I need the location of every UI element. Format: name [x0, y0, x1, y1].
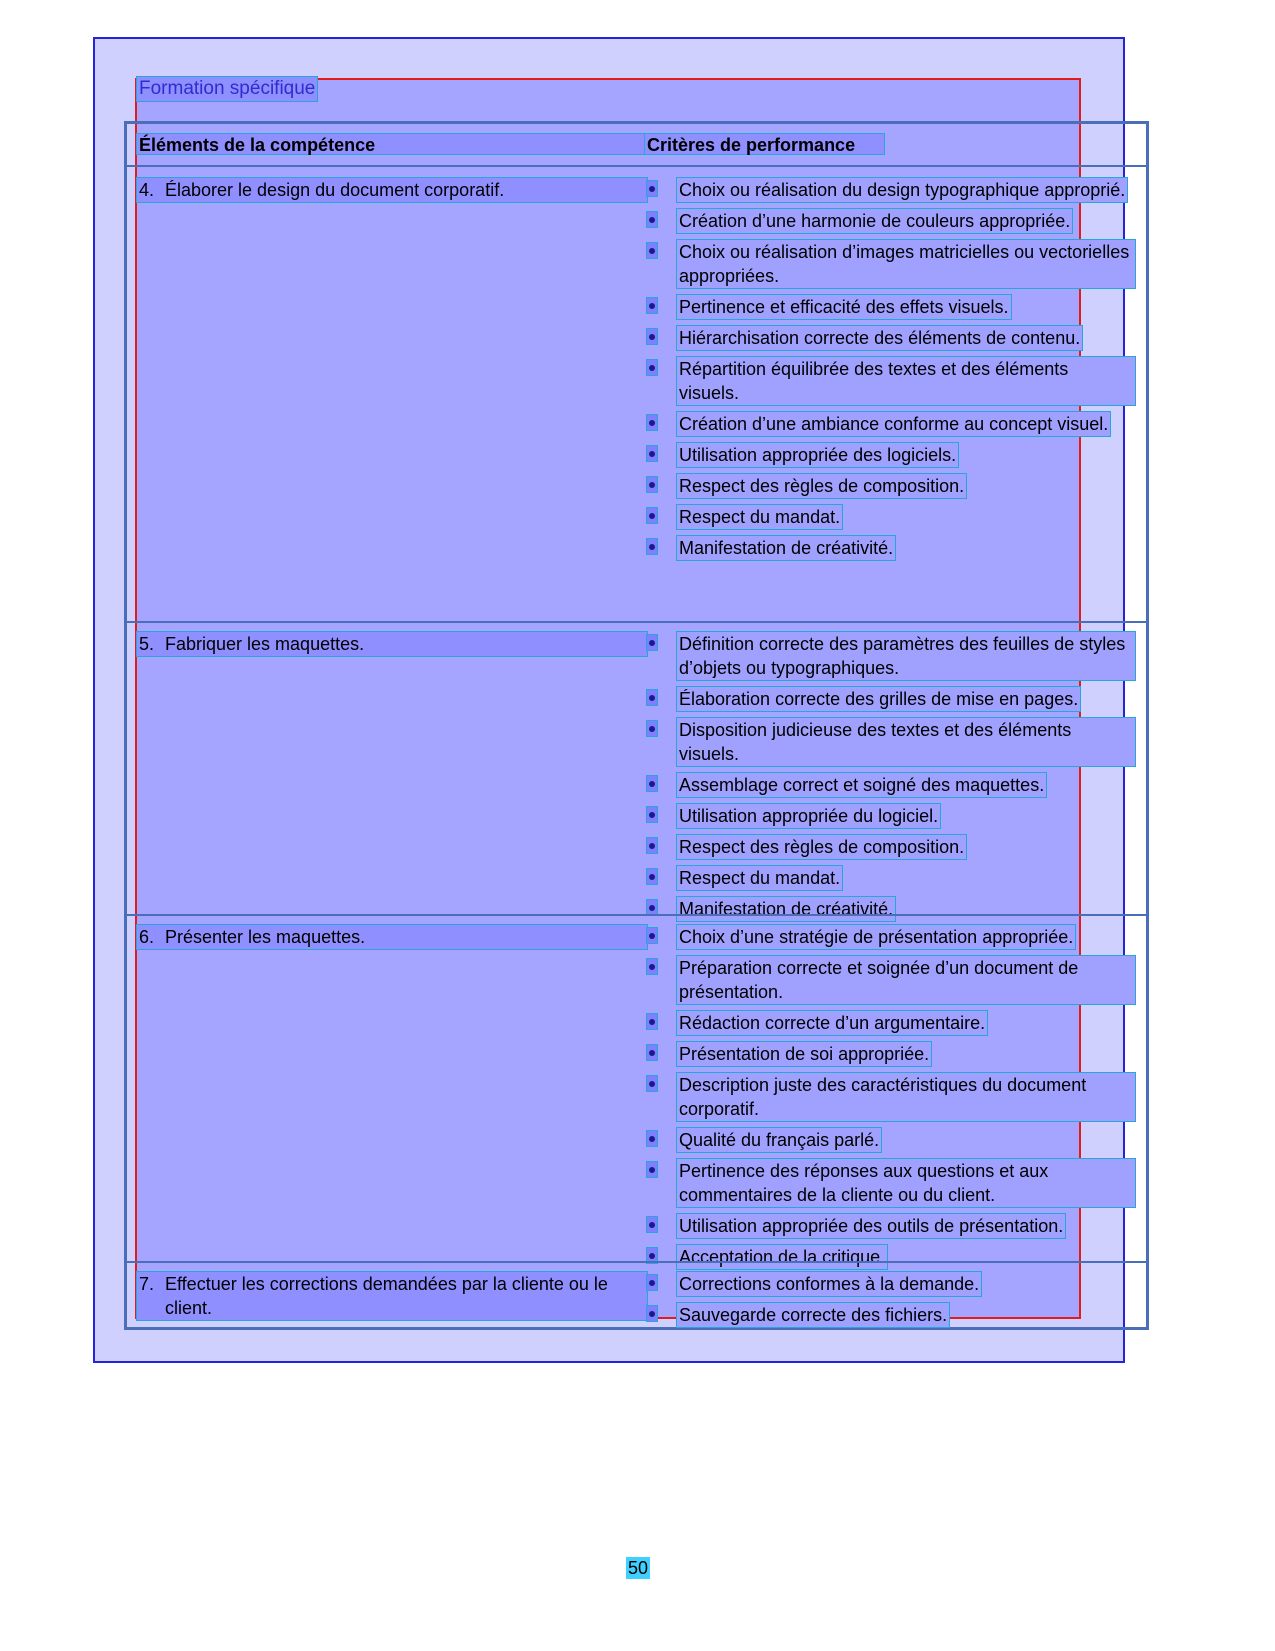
element-text: Effectuer les corrections demandées par la cliente ou le client.	[165, 1274, 608, 1318]
element-number: 6.	[139, 927, 155, 947]
criterion-item: Utilisation appropriée du logiciel.	[646, 803, 1136, 829]
criterion-item: Choix d’une stratégie de présentation appropriée.	[646, 924, 1136, 950]
criterion-item: Choix ou réalisation d’images matricielles ou vectorielles appropriées.	[646, 239, 1136, 289]
bullet-icon	[646, 958, 658, 975]
bullet-icon	[646, 720, 658, 737]
element-number: 4.	[139, 180, 155, 200]
header-elements: Éléments de la compétence	[136, 133, 646, 155]
bullet-icon	[646, 242, 658, 259]
criterion-item: Disposition judicieuse des textes et des éléments visuels.	[646, 717, 1136, 767]
criterion-item: Sauvegarde correcte des fichiers.	[646, 1302, 1136, 1328]
criterion-item: Pertinence et efficacité des effets visuels.	[646, 294, 1136, 320]
criterion-item: Respect des règles de composition.	[646, 834, 1136, 860]
criterion-item: Élaboration correcte des grilles de mise en pages.	[646, 686, 1136, 712]
bullet-icon	[646, 1044, 658, 1061]
criterion-item: Hiérarchisation correcte des éléments de contenu.	[646, 325, 1136, 351]
bullet-icon	[646, 689, 658, 706]
criterion-item: Corrections conformes à la demande.	[646, 1271, 1136, 1297]
section-title: Formation spécifique	[136, 76, 318, 102]
criterion-item: Utilisation appropriée des outils de présentation.	[646, 1213, 1136, 1239]
bullet-icon	[646, 414, 658, 431]
criterion-item: Manifestation de créativité.	[646, 896, 1136, 922]
bullet-icon	[646, 1013, 658, 1030]
criterion-item: Respect du mandat.	[646, 504, 1136, 530]
bullet-icon	[646, 1305, 658, 1322]
bullet-icon	[646, 868, 658, 885]
criteria-list	[646, 631, 1136, 927]
bullet-icon	[646, 1075, 658, 1092]
criterion-item: Choix ou réalisation du design typographique approprié.	[646, 177, 1136, 203]
criteria-list	[646, 924, 1136, 1275]
bullet-icon	[646, 297, 658, 314]
criteria-list	[646, 177, 1136, 566]
criterion-item: Pertinence des réponses aux questions et aux commentaires de la cliente ou du client.	[646, 1158, 1136, 1208]
criterion-item: Acceptation de la critique.	[646, 1244, 1136, 1270]
bullet-icon	[646, 1274, 658, 1291]
criterion-item: Manifestation de créativité.	[646, 535, 1136, 561]
bullet-icon	[646, 927, 658, 944]
bullet-icon	[646, 1216, 658, 1233]
bullet-icon	[646, 180, 658, 197]
element-number: 5.	[139, 634, 155, 654]
criteria-list	[646, 1271, 1136, 1333]
bullet-icon	[646, 806, 658, 823]
criterion-item: Définition correcte des paramètres des feuilles de styles d’objets ou typographiques.	[646, 631, 1136, 681]
header-criteria: Critères de performance	[644, 133, 885, 155]
criterion-item: Respect du mandat.	[646, 865, 1136, 891]
bullet-icon	[646, 445, 658, 462]
criterion-item: Qualité du français parlé.	[646, 1127, 1136, 1153]
criterion-item: Assemblage correct et soigné des maquettes.	[646, 772, 1136, 798]
criterion-item: Respect des règles de composition.	[646, 473, 1136, 499]
bullet-icon	[646, 328, 658, 345]
criterion-item: Répartition équilibrée des textes et des éléments visuels.	[646, 356, 1136, 406]
bullet-icon	[646, 775, 658, 792]
bullet-icon	[646, 1161, 658, 1178]
bullet-icon	[646, 211, 658, 228]
criterion-item: Création d’une ambiance conforme au concept visuel.	[646, 411, 1136, 437]
criterion-item: Rédaction correcte d’un argumentaire.	[646, 1010, 1136, 1036]
criterion-item: Utilisation appropriée des logiciels.	[646, 442, 1136, 468]
element-text: Présenter les maquettes.	[165, 927, 366, 947]
element-cell	[136, 631, 648, 657]
element-cell	[136, 1271, 648, 1321]
element-cell	[136, 177, 648, 203]
element-text: Fabriquer les maquettes.	[165, 634, 365, 654]
bullet-icon	[646, 1130, 658, 1147]
criterion-item: Description juste des caractéristiques du document corporatif.	[646, 1072, 1136, 1122]
bullet-icon	[646, 507, 658, 524]
bullet-icon	[646, 359, 658, 376]
criterion-item: Présentation de soi appropriée.	[646, 1041, 1136, 1067]
bullet-icon	[646, 538, 658, 555]
element-number: 7.	[139, 1274, 155, 1294]
element-cell	[136, 924, 648, 950]
criterion-item: Création d’une harmonie de couleurs appropriée.	[646, 208, 1136, 234]
page-number: 50	[628, 1558, 649, 1578]
bullet-icon	[646, 476, 658, 493]
criterion-item: Préparation correcte et soignée d’un document de présentation.	[646, 955, 1136, 1005]
element-text: Élaborer le design du document corporatif.	[165, 180, 505, 200]
bullet-icon	[646, 634, 658, 651]
bullet-icon	[646, 837, 658, 854]
